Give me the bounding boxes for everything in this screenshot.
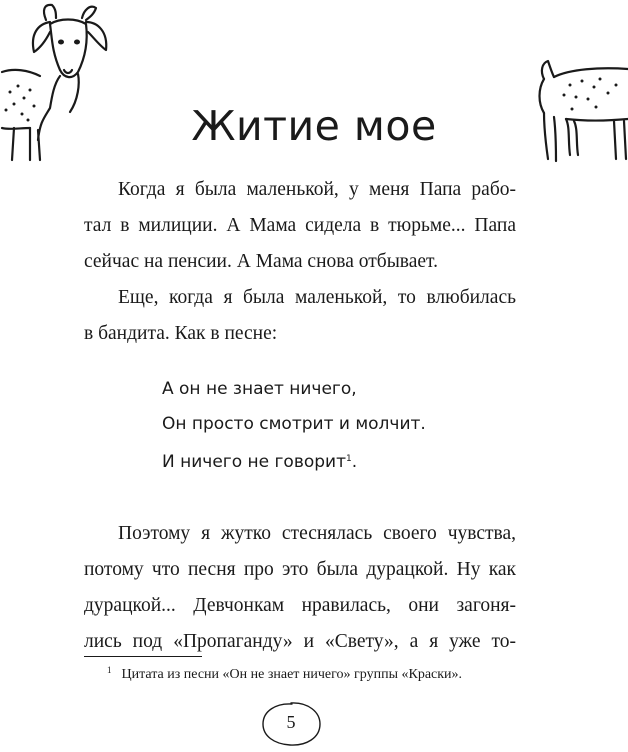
verse-line: Он просто смотрит и молчит. bbox=[162, 414, 426, 434]
footnote-mark: 1 bbox=[107, 665, 112, 675]
footnote bbox=[107, 660, 462, 685]
paragraph-2 bbox=[84, 280, 516, 352]
text-line: Еще, когда я была маленькой, то влюбилась bbox=[118, 287, 516, 308]
chapter-title: Житие мое bbox=[191, 102, 437, 150]
text-line: Поэтому я жутко стеснялась своего чувства, bbox=[118, 523, 516, 544]
verse-line: А он не знает ничего, bbox=[162, 379, 357, 399]
page-number-badge bbox=[258, 700, 324, 748]
song-verse bbox=[162, 372, 426, 480]
verse-line-text: И ничего не говорит bbox=[162, 452, 346, 472]
paragraph-3 bbox=[84, 516, 516, 660]
text-line: в бандита. Как в песне: bbox=[84, 323, 278, 344]
text-line: тал в милиции. А Мама сидела в тюрьме... Папа bbox=[84, 215, 516, 236]
text-line: Когда я была маленькой, у меня Папа рабо- bbox=[118, 179, 516, 200]
text-line: потому что песня про это была дурацкой. Ну как bbox=[84, 559, 516, 580]
text-line: лись под «Пропаганду» и «Свету», а я уже то- bbox=[84, 631, 516, 652]
page-number: 5 bbox=[286, 712, 296, 732]
paragraph-1 bbox=[84, 172, 516, 280]
footnote-reference: 1 bbox=[346, 454, 352, 464]
text-line: дурацкой... Девчонкам нравилась, они загоня- bbox=[84, 595, 516, 616]
verse-line-last: И ничего не говорит$^1$. bbox=[162, 452, 358, 472]
footnote-text: Цитата из песни «Он не знает ничего» группы «Краски». bbox=[121, 667, 463, 682]
text-line: сейчас на пенсии. А Мама снова отбывает. bbox=[84, 251, 438, 272]
footnote-divider bbox=[84, 656, 202, 657]
